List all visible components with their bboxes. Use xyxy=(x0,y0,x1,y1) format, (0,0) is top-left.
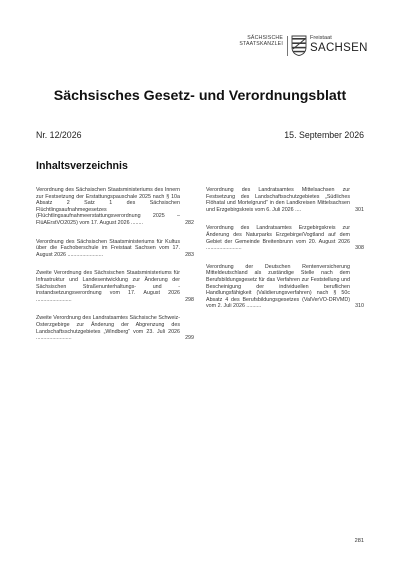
toc-entry-title: Verordnung des Landratsamtes Mittelsachsen zur Festsetzung des Landschaftsschutzgebietes „Südliches Flöhatal und Mortelgrund“ in den Landkreisen Mittelsachsen und Erzgebirgskreis vom 6. Juli 2026 .... xyxy=(206,187,350,213)
toc-entry[interactable] xyxy=(206,225,364,251)
toc-entry-title: Verordnung des Sächsischen Staatsministeriums für Kultus über die Fachoberschule im Freistaat Sachsen vom 17. August 2026 ........................ xyxy=(36,238,180,258)
toc-entry-title: Zweite Verordnung des Sächsischen Staatsministeriums für Infrastruktur und Landesentwicklung zur Änderung der Sächsischen Straßenunterhaltungs- und -instandsetzungsverordnung vom 17. August 2026 ........................ xyxy=(36,270,180,303)
toc-entry-title: Verordnung der Deutschen Rentenversicherung Mitteldeutschland als zuständige Stelle nach dem Berufsbildungsgesetz für das Verfahren zur Feststellung und Bescheinigung der individuellen beruflichen Handlungsfähigkeit (Validierungsverfahren) nach § 50c Absatz 4 des Berufsbildungsgesetzes (ValVerVO-DRVMD) vom 2. Juli 2026 .......... xyxy=(206,263,350,310)
toc-entry-page: 310 xyxy=(355,303,364,310)
toc-entry[interactable] xyxy=(36,270,194,303)
freistaat-label: Freistaat xyxy=(310,35,332,41)
toc-entry-page: 298 xyxy=(185,296,194,303)
gazette-title: Sächsisches Gesetz- und Verordnungsblatt xyxy=(53,88,347,104)
saxony-crest-icon xyxy=(291,35,307,56)
header-logos xyxy=(233,35,373,59)
sachsen-label: SACHSEN xyxy=(310,42,368,54)
toc-entry[interactable] xyxy=(36,187,194,227)
toc-entry-title: Zweite Verordnung des Landratsamtes Sächsische Schweiz-Osterzgebirge zur Änderung der Abgrenzung des Landschaftsschutzgebietes „Windberg“ vom 23. Juli 2026 ........................ xyxy=(36,315,180,342)
toc-entry[interactable] xyxy=(36,315,194,341)
toc-column-right xyxy=(206,187,364,322)
staatskanzlei-logo xyxy=(233,35,283,48)
issue-date: 15. September 2026 xyxy=(284,130,364,140)
toc-entry[interactable] xyxy=(206,187,364,213)
logo-divider xyxy=(287,36,288,56)
toc-entry-page: 308 xyxy=(355,245,364,252)
toc-entry-page: 301 xyxy=(355,206,364,213)
toc-heading: Inhaltsverzeichnis xyxy=(36,160,128,172)
toc-entry-page: 282 xyxy=(185,219,194,226)
freistaat-sachsen-logo xyxy=(310,35,368,54)
page-number: 281 xyxy=(354,538,364,544)
toc-entry-title: Verordnung des Landratsamtes Erzgebirgskreis zur Änderung des Naturparks Erzgebirge/Vogtland auf dem Gebiet der Gemeinde Breitenbrunn vom 20. August 2026 ........................ xyxy=(206,225,350,252)
toc-entry[interactable] xyxy=(36,239,194,259)
toc-entry-page: 283 xyxy=(185,251,194,258)
staatskanzlei-line1: SÄCHSISCHE xyxy=(247,35,283,41)
toc-entry-title: Verordnung des Sächsischen Staatsministeriums des Innern zur Festsetzung der Erstattungspauschale 2025 nach § 10a Absatz 2 Satz 1 des Sächsischen Flüchtlingsaufnahmegesetzes (Flüchtlingsaufnahmeerstattungsverordnung 2025 – FlüAErstVO2025) vom 17. August 2026 ........ xyxy=(36,187,180,226)
toc-entry-page: 299 xyxy=(185,335,194,342)
toc-entry[interactable] xyxy=(206,264,364,310)
staatskanzlei-line2: STAATSKANZLEI xyxy=(239,41,283,48)
issue-number: Nr. 12/2026 xyxy=(36,130,82,140)
toc-column-left xyxy=(36,187,194,354)
